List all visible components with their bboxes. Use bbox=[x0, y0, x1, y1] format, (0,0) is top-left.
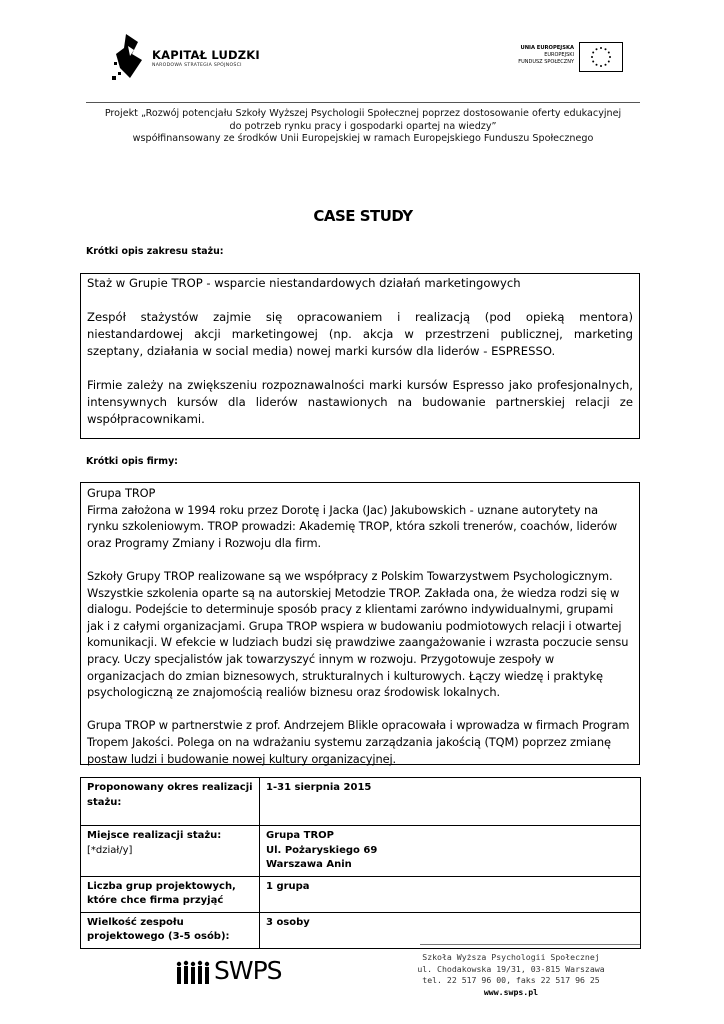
location-value3: Warszawa Anin bbox=[266, 859, 352, 870]
project-description bbox=[86, 108, 640, 146]
company-para3: Grupa TROP w partnerstwie z prof. Andrzejem Blikle opracowała i wprowadza w firmach Program Tropem Jakości. Polega on na wdrażaniu systemu zarządzania jakością (TQM) poprzez zmianę postaw ludzi i budowanie nowej kultury organizacyjnej. bbox=[87, 718, 630, 766]
period-value: 1-31 sierpnia 2015 bbox=[266, 782, 372, 793]
company-para1: Firma założona w 1994 roku przez Dorotę i Jacka (Jac) Jakubowskich - uznane autorytety na rynku szkoleniowym. TROP prowadzi: Akademię TROP, która szkoli trenerów, coachów, liderów oraz Programy Zmiany i Rozwoju dla firm. bbox=[87, 502, 618, 550]
eu-flag-icon bbox=[579, 42, 623, 72]
internship-para1: Zespół stażystów zajmie się opracowaniem i realizacją (pod opieką mentora) niestandardowej akcji marketingowej (np. akcja w przestrzeni publicznej, marketing szeptany, działania w social media) nowej marki kursów dla liderów - ESPRESSO. bbox=[87, 310, 633, 358]
location-key: Miejsce realizacji stażu: bbox=[87, 830, 222, 841]
footer-website-link[interactable]: www.swps.pl bbox=[483, 986, 539, 997]
internship-heading: Staż w Grupie TROP - wsparcie niestandardowych działań marketingowych bbox=[87, 276, 521, 290]
company-para2: Szkoły Grupy TROP realizowane są we współpracy z Polskim Towarzystwem Psychologicznym. Wszystkie szkolenia oparte są na autorskiej Metodzie TROP. Zakłada ona, że wiedza rodzi się w dialogu. Podejście to determinuje sposób pracy z klientami zarówno indywidualnymi, grupami jak i z całymi organizacjami. Grupa TROP wspiera w budowaniu podmiotowych relacji i otwartej komunikacji. W efekcie w ludziach budzi się prawdziwe zaangażowanie i wzrasta poczucie sensu pracy. Uczy specjalistów jak towarzyszyć innym w rozwoju. Przygotowuje zespoły w organizacjach do zmian biznesowych, strukturalnych i kulturowych. Łączy wiedzę i praktykę psychologiczną ze znajomością realiów biznesu oraz środowisk lokalnych. bbox=[87, 568, 629, 700]
kapital-ludzki-subtitle: NARODOWA STRATEGIA SPÓJNOŚCI bbox=[152, 63, 242, 68]
table-row bbox=[81, 778, 641, 826]
table-row bbox=[81, 826, 641, 877]
swps-logo bbox=[176, 958, 286, 988]
eu-logo bbox=[512, 42, 624, 74]
internship-para2: Firmie zależy na zwiększeniu rozpoznawalności marki kursów Espresso jako profesjonalnych, intensywnych kursów dla liderów nastawionych na budowanie partnerskiej relacji ze współpracownikami. bbox=[87, 378, 633, 426]
footer-phone: tel. 22 517 96 00, faks 22 517 96 25 bbox=[422, 975, 600, 986]
eu-line2: EUROPEJSKI bbox=[544, 52, 574, 58]
project-line1: Projekt „Rozwój potencjału Szkoły Wyższej Psychologii Społecznej poprzez dostosowanie oferty edukacyjnej bbox=[104, 108, 622, 119]
internship-label: Krótki opis zakresu stażu: bbox=[86, 246, 224, 257]
eu-line3: FUNDUSZ SPOŁECZNY bbox=[518, 59, 574, 65]
kapital-ludzki-logo bbox=[112, 32, 272, 82]
location-value1: Grupa TROP bbox=[266, 830, 334, 841]
table-row bbox=[81, 876, 641, 912]
footer-street: ul. Chodakowska 19/31, 03-815 Warszawa bbox=[417, 963, 605, 974]
eu-text bbox=[518, 45, 574, 66]
table-row bbox=[81, 912, 641, 948]
internship-details-table bbox=[80, 777, 641, 949]
company-box bbox=[80, 482, 640, 765]
location-value2: Ul. Pożaryskiego 69 bbox=[266, 844, 378, 856]
company-label: Krótki opis firmy: bbox=[86, 456, 178, 467]
team-size-key: Wielkość zespołu projektowego (3-5 osób): bbox=[87, 916, 230, 942]
project-line3: współfinansowany ze środków Unii Europejskiej w ramach Europejskiego Funduszu Społecznego bbox=[132, 133, 594, 144]
project-line2: do potrzeb rynku pracy i gospodarki opartej na wiedzy” bbox=[229, 120, 497, 132]
swps-people-icon bbox=[176, 960, 212, 986]
footer-school: Szkoła Wyższa Psychologii Społecznej bbox=[422, 952, 600, 962]
footer-divider bbox=[420, 944, 640, 945]
kapital-ludzki-title: KAPITAŁ LUDZKI bbox=[152, 48, 260, 62]
eu-line1: UNIA EUROPEJSKA bbox=[520, 45, 574, 51]
groups-key: Liczba grup projektowych, które chce firma przyjąć bbox=[87, 880, 236, 906]
period-key: Proponowany okres realizacji stażu: bbox=[87, 782, 253, 808]
company-name: Grupa TROP bbox=[87, 486, 156, 500]
footer-address bbox=[400, 952, 622, 998]
location-note: [*dział/y] bbox=[87, 844, 133, 856]
groups-value: 1 grupa bbox=[266, 880, 310, 892]
swps-wordmark: SWPS bbox=[214, 956, 282, 985]
header-divider bbox=[86, 102, 640, 103]
team-size-value: 3 osoby bbox=[266, 916, 310, 928]
page-title: CASE STUDY bbox=[313, 207, 413, 225]
kapital-ludzki-emblem-icon bbox=[112, 32, 148, 82]
internship-box bbox=[80, 273, 640, 439]
